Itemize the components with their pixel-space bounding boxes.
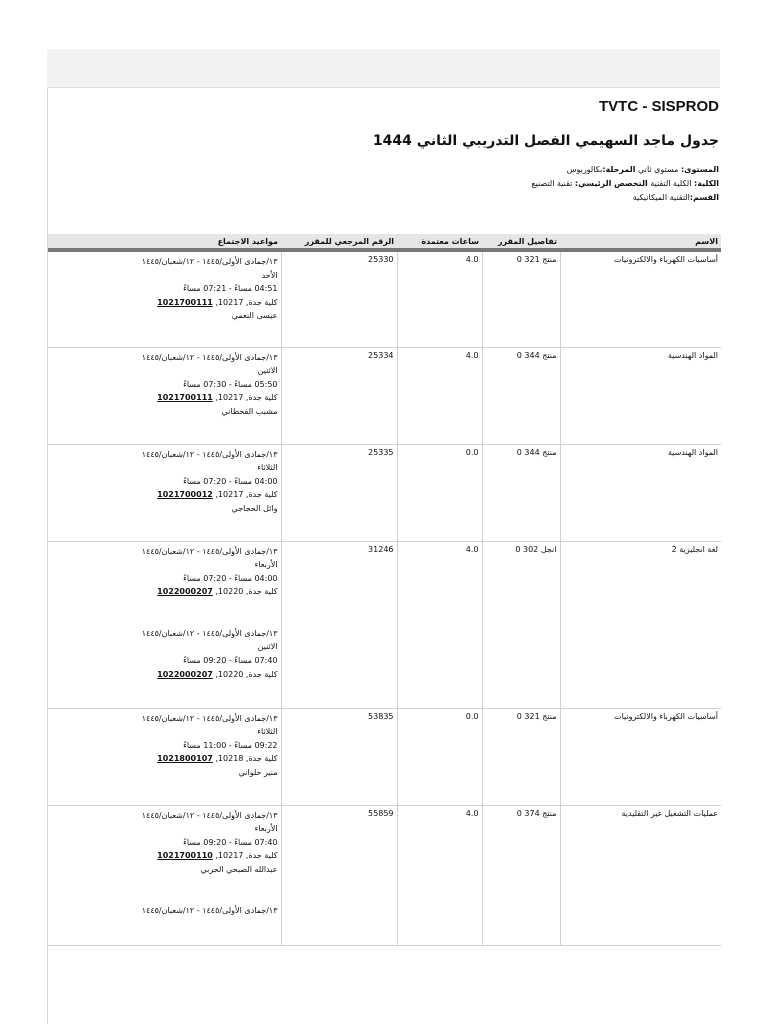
room-link[interactable]: 1021800107 <box>157 754 213 764</box>
meeting-block <box>51 809 278 877</box>
meeting-block <box>51 712 278 780</box>
meeting-block <box>51 351 278 419</box>
meta-line-level <box>48 163 719 177</box>
credit-hours: 4.0 <box>397 541 482 708</box>
course-name: أساسيات الكهرباء والالكترونيات <box>560 708 721 805</box>
meeting-time: 04:00 مساءً - 07:20 مساءً <box>183 573 278 583</box>
credit-hours: 4.0 <box>397 805 482 945</box>
location-text: كلية جدة, 10218, <box>215 754 278 764</box>
instructor-name: وائل الحجاجي <box>231 503 278 513</box>
meeting-day: الثلاثاء <box>257 727 278 737</box>
meetings-cell <box>48 444 281 541</box>
meeting-time: 04:51 مساءً - 07:21 مساءً <box>183 284 278 294</box>
schedule-page <box>47 88 721 1024</box>
course-name: عمليات التشغيل غير التقليدية <box>560 805 721 945</box>
meeting-day: الثلاثاء <box>257 463 278 473</box>
meeting-gap <box>51 599 278 627</box>
meeting-time: 05:50 مساءً - 07:30 مساءً <box>183 379 278 389</box>
course-details: منتج 374 0 <box>482 805 560 945</box>
course-details: منتج 344 0 <box>482 444 560 541</box>
header-meetings: مواعيد الاجتماع <box>48 234 281 250</box>
meetings-cell <box>48 805 281 945</box>
table-row <box>48 708 721 805</box>
course-details: انجل 302 0 <box>482 541 560 708</box>
meeting-location <box>51 668 278 682</box>
meeting-location <box>51 391 278 405</box>
schedule-body <box>48 250 721 945</box>
meeting-block <box>51 904 278 918</box>
instructor-name: منير حلواني <box>238 767 278 777</box>
credit-hours: 4.0 <box>397 347 482 444</box>
course-name: لغة انجليزية 2 <box>560 541 721 708</box>
table-row <box>48 444 721 541</box>
major-label: التخصص الرئيسي: <box>574 179 648 188</box>
header-hours: ساعات معتمدة <box>397 234 482 250</box>
stage-value: بكالوريوس <box>566 165 603 174</box>
brand-title: TVTC - SISPROD <box>598 98 719 115</box>
meeting-dates: ١٣/جمادى الأولى/١٤٤٥ - ١٢/شعبان/١٤٤٥ <box>141 906 278 916</box>
page-title: جدول ماجد السهيمي الفصل التدريبي الثاني 1444 <box>372 133 719 149</box>
header-name: الاسم <box>560 234 721 250</box>
header-ref: الرقم المرجعي للمقرر <box>281 234 397 250</box>
location-text: كلية جدة, 10217, <box>215 490 278 500</box>
course-ref: 25330 <box>281 250 397 347</box>
meeting-day: الاثنين <box>257 366 278 376</box>
course-details: منتج 321 0 <box>482 250 560 347</box>
table-row <box>48 541 721 708</box>
meeting-time: 07:40 مساءً - 09:20 مساءً <box>183 656 278 666</box>
course-name: المواد الهندسية <box>560 347 721 444</box>
meta-line-dept <box>48 191 719 205</box>
location-text: كلية جدة, 10220, <box>215 669 278 679</box>
room-link[interactable]: 1022000207 <box>157 587 213 597</box>
credit-hours: 0.0 <box>397 444 482 541</box>
top-toolbar-strip <box>47 49 720 88</box>
brand-wrap <box>48 98 721 115</box>
meeting-dates: ١٣/جمادى الأولى/١٤٤٥ - ١٢/شعبان/١٤٤٥ <box>141 449 278 459</box>
dept-label: القسم: <box>689 193 719 202</box>
meetings-cell <box>48 347 281 444</box>
meetings-cell <box>48 250 281 347</box>
instructor-name: مشبب القحطاني <box>221 406 278 416</box>
meeting-time: 09:22 مساءً - 11:00 مساءً <box>183 740 278 750</box>
meeting-gap <box>51 876 278 904</box>
meeting-day: الأربعاء <box>254 560 278 570</box>
header-details: تفاصيل المقرر <box>482 234 560 250</box>
course-ref: 55859 <box>281 805 397 945</box>
room-link[interactable]: 1021700110 <box>157 851 213 861</box>
table-row <box>48 805 721 945</box>
meeting-dates: ١٣/جمادى الأولى/١٤٤٥ - ١٢/شعبان/١٤٤٥ <box>141 257 278 266</box>
table-header-row <box>48 234 721 250</box>
level-label: المستوى: <box>680 165 719 174</box>
meeting-day: الاثنين <box>257 642 278 652</box>
meeting-block <box>51 255 278 323</box>
course-details: منتج 321 0 <box>482 708 560 805</box>
course-ref: 25334 <box>281 347 397 444</box>
meeting-day: الأحد <box>261 270 278 280</box>
meetings-cell <box>48 708 281 805</box>
meeting-time: 07:40 مساءً - 09:20 مساءً <box>183 837 278 847</box>
meeting-dates: ١٣/جمادى الأولى/١٤٤٥ - ١٢/شعبان/١٤٤٥ <box>141 352 278 362</box>
instructor-name: عبدالله الصبحي الحربي <box>200 864 278 874</box>
course-name: المواد الهندسية <box>560 444 721 541</box>
table-row <box>48 250 721 347</box>
meeting-dates: ١٣/جمادى الأولى/١٤٤٥ - ١٢/شعبان/١٤٤٥ <box>141 628 278 638</box>
table-row <box>48 347 721 444</box>
major-value: تقنية التصنيع <box>531 179 573 188</box>
meeting-dates: ١٣/جمادى الأولى/١٤٤٥ - ١٢/شعبان/١٤٤٥ <box>141 810 278 820</box>
meeting-dates: ١٣/جمادى الأولى/١٤٤٥ - ١٢/شعبان/١٤٤٥ <box>141 713 278 723</box>
meeting-location <box>51 585 278 599</box>
location-text: كلية جدة, 10217, <box>215 851 278 861</box>
instructor-name: عيسى النعمي <box>231 311 278 321</box>
page-header <box>48 88 721 205</box>
meta-line-college <box>48 177 719 191</box>
location-text: كلية جدة, 10217, <box>215 393 278 403</box>
meeting-location <box>51 752 278 766</box>
location-text: كلية جدة, 10220, <box>215 587 278 597</box>
college-label: الكلية: <box>694 179 719 188</box>
location-text: كلية جدة, 10217, <box>215 297 278 307</box>
meeting-block <box>51 545 278 599</box>
course-ref: 53835 <box>281 708 397 805</box>
meeting-location <box>51 488 278 502</box>
course-ref: 25335 <box>281 444 397 541</box>
room-link[interactable]: 1021700111 <box>157 297 213 307</box>
room-link[interactable]: 1022000207 <box>157 669 213 679</box>
meeting-day: الأربعاء <box>254 824 278 834</box>
credit-hours: 0.0 <box>397 708 482 805</box>
schedule-table <box>48 234 721 946</box>
course-name: أساسيات الكهرباء والالكترونيات <box>560 250 721 347</box>
meeting-location <box>51 849 278 863</box>
meeting-time: 04:00 مساءً - 07:20 مساءً <box>183 476 278 486</box>
stage-label: المرحلة: <box>602 165 636 174</box>
room-link[interactable]: 1021700012 <box>157 490 213 500</box>
student-meta <box>48 163 721 205</box>
meeting-location <box>51 296 278 310</box>
dept-value: التقنية الميكانيكية <box>632 193 690 202</box>
credit-hours: 4.0 <box>397 250 482 347</box>
level-value: مستوى ثاني <box>638 165 679 174</box>
meeting-block <box>51 627 278 681</box>
college-value: الكلية التقنية <box>650 179 692 188</box>
room-link[interactable]: 1021700111 <box>157 393 213 403</box>
course-ref: 31246 <box>281 541 397 708</box>
meeting-block <box>51 448 278 516</box>
meeting-dates: ١٣/جمادى الأولى/١٤٤٥ - ١٢/شعبان/١٤٤٥ <box>141 546 278 556</box>
course-details: منتج 344 0 <box>482 347 560 444</box>
meetings-cell <box>48 541 281 708</box>
